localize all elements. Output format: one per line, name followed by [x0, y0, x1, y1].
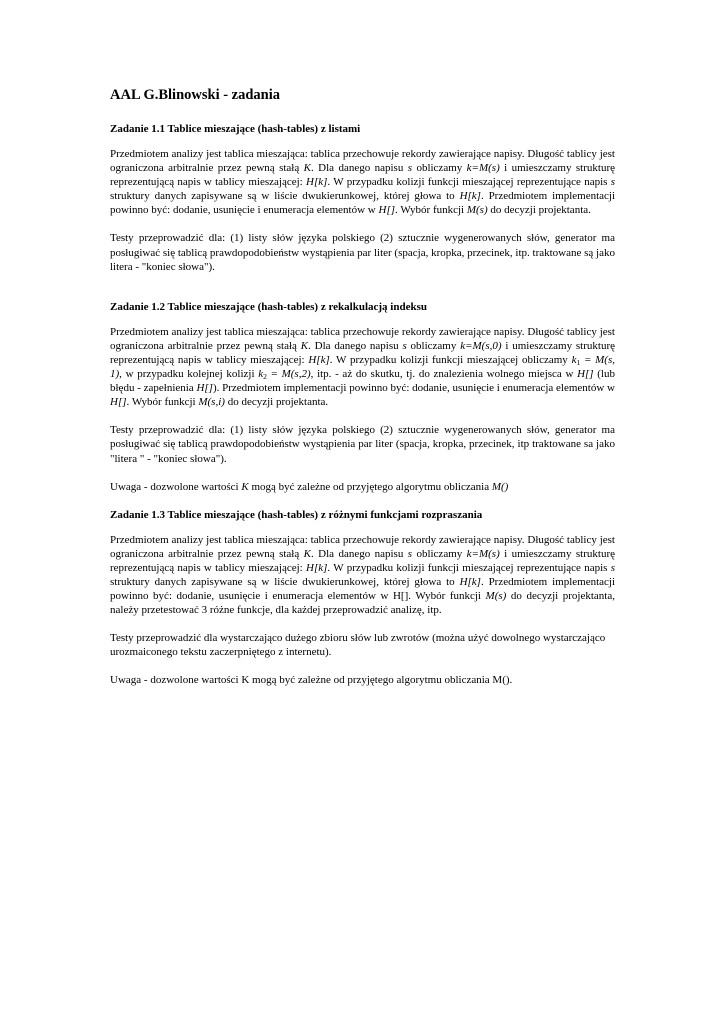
- paragraph-tests: Testy przeprowadzić dla: (1) listy słów języka polskiego (2) sztucznie wygenerowanych słów, generator ma posługiwać się tablicą prawdopodobieństw wystąpienia par liter (spacja, kropka, przecinek, itp traktowane sa jako "litera " - "koniec słowa").: [110, 424, 615, 465]
- document-title: AAL G.Blinowski - zadania: [110, 87, 281, 103]
- section-1-1: [110, 122, 615, 274]
- paragraph-description: Przedmiotem analizy jest tablica mieszająca: tablica przechowuje rekordy zawierające napisy. Długość tablicy jest ograniczona arbitralnie przez pewną stałą K. Dla danego napisu s obliczamy k=M(s) i umieszczamy strukturę reprezentującą napis w tablicy mieszającej: H[k]. W przypadku kolizji funkcji mieszającej reprezentujące napis s struktury danych zapisywane są w liście dwukierunkowej, której głowa to H[k]. Przedmiotem implementacji powinno być: dodanie, usunięcie i enumeracja elementów w H[]. Wybór funkcji M(s) do decyzji projektanta, należy przetestować 3 różne funkcje, dla każdej przeprowadzić analizę, itp.: [110, 533, 616, 617]
- paragraph-tests: Testy przeprowadzić dla wystarczająco dużego zbioru słów lub zwrotów (można użyć dowolnego wystarczająco urozmaiconego tekstu zaczerpniętego z internetu).: [110, 632, 606, 659]
- section-1-2: [110, 300, 615, 494]
- section-heading: Zadanie 1.1 Tablice mieszające (hash-tables) z listami: [110, 123, 361, 135]
- section-heading: Zadanie 1.3 Tablice mieszające (hash-tables) z różnymi funkcjami rozpraszania: [110, 508, 483, 521]
- paragraph-description: Przedmiotem analizy jest tablica mieszająca: tablica przechowuje rekordy zawierające napisy. Długość tablicy jest ograniczona arbitralnie przez pewną stałą K. Dla danego napisu s obliczamy k=M(s) i umieszczamy strukturę reprezentującą napis w tablicy mieszającej: H[k]. W przypadku kolizji funkcji mieszającej reprezentujące napis s struktury danych zapisywane są w liście dwukierunkowej, której głowa to H[k]. Przedmiotem implementacji powinno być: dodanie, usunięcie i enumeracja elementów w H[]. Wybór funkcji M(s) do decyzji projektanta.: [110, 148, 616, 217]
- section-1-3: [110, 508, 615, 688]
- paragraph-tests: Testy przeprowadzić dla: (1) listy słów języka polskiego (2) sztucznie wygenerowanych słów, generator ma posługiwać się tablicą prawdopodobieństw wystąpienia par liter (spacja, kropka, przecinek, itp. traktowane są jako litera - "koniec słowa").: [110, 232, 615, 273]
- paragraph-note: Uwaga - dozwolone wartości K mogą być zależne od przyjętego algorytmu obliczania M().: [110, 674, 513, 687]
- section-heading: Zadanie 1.2 Tablice mieszające (hash-tables) z rekalkulacją indeksu: [110, 300, 427, 313]
- paragraph-description: Przedmiotem analizy jest tablica mieszająca: tablica przechowuje rekordy zawierające napisy. Długość tablicy jest ograniczona arbitralnie przez pewną stałą K. Dla danego napisu s obliczamy k=M(s,0) i umieszczamy strukturę reprezentującą napis w tablicy mieszającej: H[k]. W przypadku kolizji funkcji mieszającej obliczamy $k_1 = M(s$, 1), w przypadku kolejnej kolizji $k_2 = M(s,2)$, itp. - aż do skutku, tj. do znalezienia wolnego miejsca w H[] (lub błędu - zapełnienia H[]). Przedmiotem implementacji powinno być: dodanie, usunięcie i enumeracja elementów w H[]. Wybór funkcji M(s,i) do decyzji projektanta.: [110, 325, 616, 409]
- document-page: [110, 86, 615, 702]
- paragraph-note: Uwaga - dozwolone wartości K mogą być zależne od przyjętego algorytmu obliczania M(): [110, 480, 509, 493]
